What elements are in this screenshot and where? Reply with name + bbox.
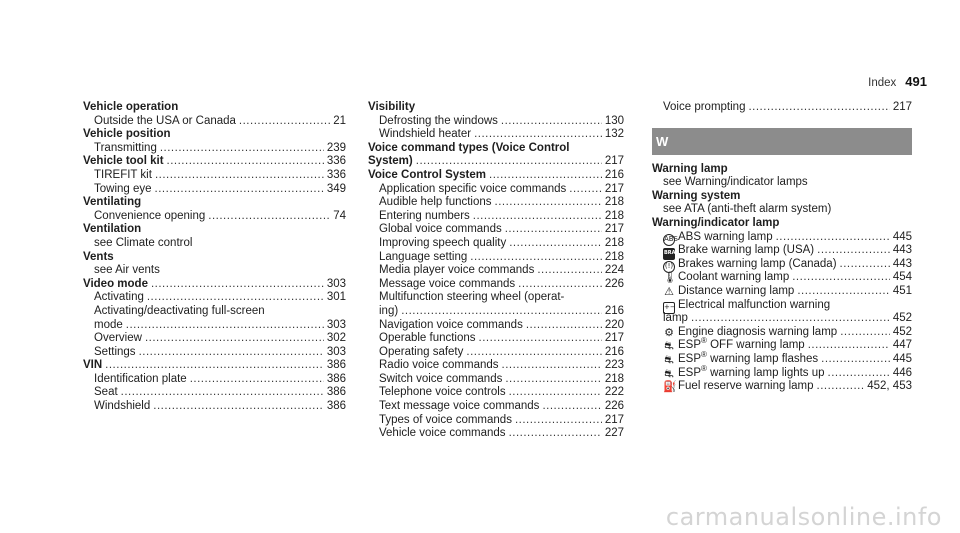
index-term xyxy=(652,163,912,177)
leader-dots xyxy=(537,264,601,278)
leader-dots xyxy=(542,400,601,414)
fuel-icon: ⛽ xyxy=(663,380,677,394)
page-reference[interactable]: 218 xyxy=(604,372,624,385)
leader-dots xyxy=(155,183,324,197)
page-reference[interactable]: 218 xyxy=(604,250,624,263)
index-entry xyxy=(83,196,346,223)
page-reference[interactable]: 301 xyxy=(326,291,346,304)
leader-dots xyxy=(840,326,890,340)
page-reference[interactable]: 386 xyxy=(326,372,346,385)
entry-text: System) xyxy=(368,155,413,168)
leader-dots xyxy=(821,353,890,367)
index-subentry xyxy=(368,359,624,373)
section-letter: W xyxy=(656,133,669,149)
page-reference[interactable]: 224 xyxy=(604,264,624,277)
entry-text: Warning lamp xyxy=(652,162,728,175)
index-term xyxy=(652,190,912,204)
entry-text: Video mode xyxy=(83,277,148,290)
index-subentry xyxy=(368,305,624,319)
page-reference[interactable]: 452 xyxy=(892,312,912,325)
index-entry xyxy=(652,190,912,217)
entry-text: Warning/indicator lamp xyxy=(652,216,780,229)
page-reference[interactable]: 130 xyxy=(604,114,624,127)
leader-dots xyxy=(470,251,602,265)
index-subentry xyxy=(83,210,346,224)
entry-text: Towing eye xyxy=(94,182,152,195)
entry-text: Improving speech quality xyxy=(379,236,507,249)
leader-dots xyxy=(466,346,601,360)
entry-text: Switch voice commands xyxy=(379,372,503,385)
page-reference[interactable]: 218 xyxy=(604,209,624,222)
esp-light-icon: ⛐ xyxy=(664,366,674,380)
page-reference[interactable]: 216 xyxy=(604,304,624,317)
index-subentry xyxy=(83,400,346,414)
index-term xyxy=(83,251,346,265)
leader-dots xyxy=(105,359,324,373)
esp-flash-icon: ⛐ xyxy=(664,352,674,366)
page-reference[interactable]: 227 xyxy=(604,427,624,440)
page-reference[interactable]: 452 xyxy=(892,325,912,338)
index-entry xyxy=(83,359,346,413)
index-term xyxy=(83,223,346,237)
page-reference[interactable]: 303 xyxy=(326,277,346,290)
index-entry xyxy=(83,128,346,155)
entry-text: Windshield heater xyxy=(379,128,472,141)
entry-text: Seat xyxy=(94,386,118,399)
entry-text: Brake warning lamp (USA) xyxy=(678,244,815,257)
page-reference[interactable]: 303 xyxy=(326,318,346,331)
entry-text: Defrosting the windows xyxy=(379,114,498,127)
page-reference[interactable]: 226 xyxy=(604,277,624,290)
index-term xyxy=(368,169,624,183)
entry-text: Audible help functions xyxy=(379,196,492,209)
page-reference[interactable]: 445 xyxy=(892,230,912,243)
page-reference[interactable]: 217 xyxy=(604,182,624,195)
leader-dots xyxy=(145,332,324,346)
letter-section-header xyxy=(652,128,912,155)
entry-text: Message voice commands xyxy=(379,277,516,290)
index-subentry xyxy=(368,115,624,129)
entry-text: see Warning/indicator lamps xyxy=(663,176,808,189)
page-reference[interactable]: 132 xyxy=(604,128,624,141)
index-subentry xyxy=(368,237,624,251)
leader-dots xyxy=(748,101,889,115)
entry-text: Telephone voice controls xyxy=(379,386,506,399)
page-reference[interactable]: 239 xyxy=(326,141,346,154)
index-column-2 xyxy=(368,101,624,441)
index-subentry xyxy=(652,326,912,340)
index-subentry xyxy=(368,223,624,237)
page-header xyxy=(868,74,927,89)
entry-text: ESP® OFF warning lamp xyxy=(678,336,805,352)
leader-dots xyxy=(505,373,601,387)
page-reference[interactable]: 302 xyxy=(326,332,346,345)
leader-dots xyxy=(840,258,890,272)
index-subentry xyxy=(83,237,346,251)
index-subentry xyxy=(652,271,912,285)
entry-text: see Climate control xyxy=(94,236,193,249)
index-subentry xyxy=(368,264,624,278)
leader-dots xyxy=(797,285,889,299)
page-reference[interactable]: 451 xyxy=(892,284,912,297)
index-subentry xyxy=(652,336,912,353)
index-term xyxy=(83,128,346,142)
engine-icon: ⚙ xyxy=(664,325,674,339)
index-subentry xyxy=(83,346,346,360)
leader-dots xyxy=(208,210,330,224)
leader-dots xyxy=(776,231,890,245)
index-subentry xyxy=(83,183,346,197)
index-subentry xyxy=(368,319,624,333)
entry-text: Application specific voice commands xyxy=(379,182,567,195)
index-entry xyxy=(652,217,912,394)
entry-text: see Air vents xyxy=(94,264,160,277)
page-reference[interactable]: 218 xyxy=(604,196,624,209)
index-entry xyxy=(368,101,624,142)
leader-dots xyxy=(509,237,602,251)
page-reference[interactable]: 386 xyxy=(326,400,346,413)
entry-text: Windshield xyxy=(94,400,151,413)
leader-dots xyxy=(126,319,324,333)
index-subentry xyxy=(652,299,912,313)
index-subentry xyxy=(652,258,912,272)
entry-text: ESP® warning lamp flashes xyxy=(678,350,819,365)
page-reference[interactable]: 386 xyxy=(326,386,346,399)
brake-usa-icon: BRAKE xyxy=(663,248,675,260)
index-column-3 xyxy=(652,101,912,394)
entry-text: Identification plate xyxy=(94,372,187,385)
page-reference[interactable]: 443 xyxy=(892,257,912,270)
index-subentry xyxy=(83,319,346,333)
leader-dots xyxy=(474,128,602,142)
page-reference[interactable]: 454 xyxy=(892,271,912,284)
entry-text: Engine diagnosis warning lamp xyxy=(678,325,838,338)
entry-text: Types of voice commands xyxy=(379,413,512,426)
page-reference[interactable]: 452, 453 xyxy=(867,380,912,393)
entry-text: Brakes warning lamp (Canada) xyxy=(678,257,837,270)
page-reference[interactable]: 217 xyxy=(892,101,912,113)
page-reference[interactable]: 217 xyxy=(604,155,624,168)
index-subentry xyxy=(83,115,346,129)
page-reference[interactable]: 446 xyxy=(892,366,912,379)
leader-dots xyxy=(792,271,890,285)
page-reference[interactable]: 222 xyxy=(604,386,624,399)
index-subentry xyxy=(368,414,624,428)
index-entry xyxy=(368,142,624,169)
index-subentry xyxy=(652,350,912,367)
leader-dots xyxy=(495,196,602,210)
leader-dots xyxy=(153,400,324,414)
index-column-3-body xyxy=(652,163,912,394)
entry-text: Multifunction steering wheel (operat- xyxy=(379,291,565,304)
entry-text: Distance warning lamp xyxy=(678,284,795,297)
leader-dots xyxy=(817,380,865,394)
index-column-3-top xyxy=(652,101,912,115)
entry-text: Operating safety xyxy=(379,345,464,358)
entry-text: ESP® warning lamp lights up xyxy=(678,363,825,379)
index-term xyxy=(83,359,346,373)
index-term xyxy=(368,155,624,169)
page-reference[interactable]: 336 xyxy=(326,155,346,168)
leader-dots xyxy=(416,155,602,169)
leader-dots xyxy=(515,414,602,428)
page-reference[interactable]: 349 xyxy=(326,182,346,195)
index-subentry xyxy=(652,101,912,115)
entry-text: Vehicle operation xyxy=(83,101,179,113)
leader-dots xyxy=(526,319,602,333)
index-subentry xyxy=(368,278,624,292)
entry-text: Settings xyxy=(94,345,136,358)
index-subentry xyxy=(83,386,346,400)
page-reference[interactable]: 336 xyxy=(326,168,346,181)
entry-text: Fuel reserve warning lamp xyxy=(678,380,814,393)
index-entry xyxy=(83,223,346,250)
index-term xyxy=(83,101,346,115)
entry-text: Voice prompting xyxy=(663,101,746,113)
page-reference[interactable]: 21 xyxy=(333,114,346,127)
entry-text: Entering numbers xyxy=(379,209,470,222)
leader-dots xyxy=(509,427,602,441)
entry-text: Transmitting xyxy=(94,141,157,154)
index-subentry xyxy=(368,346,624,360)
page-reference[interactable]: 216 xyxy=(604,345,624,358)
index-subentry xyxy=(83,169,346,183)
leader-dots xyxy=(239,115,330,129)
entry-text: Convenience opening xyxy=(94,209,206,222)
esp-off-icon: ⛐ xyxy=(664,339,674,353)
page-reference[interactable]: 217 xyxy=(604,413,624,426)
index-subentry xyxy=(83,142,346,156)
brake-canada-icon: (!) xyxy=(663,261,675,273)
entry-text: Text message voice commands xyxy=(379,400,540,413)
page-reference[interactable]: 217 xyxy=(604,332,624,345)
index-subentry xyxy=(368,427,624,441)
index-subentry xyxy=(368,332,624,346)
index-subentry xyxy=(652,176,912,190)
page-reference[interactable]: 217 xyxy=(604,223,624,236)
index-entry xyxy=(83,101,346,128)
entry-text: Radio voice commands xyxy=(379,359,499,372)
entry-text: Operable functions xyxy=(379,332,476,345)
entry-text: Electrical malfunction warning xyxy=(678,298,831,311)
index-subentry xyxy=(368,128,624,142)
index-entry xyxy=(83,155,346,196)
entry-text: Language setting xyxy=(379,250,468,263)
index-column-1 xyxy=(83,101,346,414)
entry-text: lamp xyxy=(663,312,688,325)
header-label: Index xyxy=(868,77,897,89)
leader-dots xyxy=(479,332,602,346)
entry-text: Navigation voice commands xyxy=(379,318,523,331)
page-reference[interactable]: 223 xyxy=(604,359,624,372)
page-reference[interactable]: 447 xyxy=(892,339,912,352)
leader-dots xyxy=(569,183,602,197)
index-term xyxy=(83,196,346,210)
page-reference[interactable]: 445 xyxy=(892,352,912,365)
page-reference[interactable]: 216 xyxy=(604,168,624,181)
index-subentry xyxy=(652,312,912,326)
leader-dots xyxy=(167,155,324,169)
leader-dots xyxy=(121,386,324,400)
index-subentry xyxy=(368,400,624,414)
leader-dots xyxy=(160,142,324,156)
index-subentry xyxy=(368,196,624,210)
index-subentry xyxy=(83,264,346,278)
entry-text: Outside the USA or Canada xyxy=(94,114,236,127)
index-subentry xyxy=(83,332,346,346)
leader-dots xyxy=(190,373,324,387)
leader-dots xyxy=(151,278,324,292)
page-reference[interactable]: 226 xyxy=(604,400,624,413)
index-subentry xyxy=(652,285,912,299)
leader-dots xyxy=(518,278,602,292)
battery-icon: +− xyxy=(663,302,675,314)
leader-dots xyxy=(489,169,602,183)
leader-dots xyxy=(509,386,602,400)
entry-text: Activating xyxy=(94,291,144,304)
entry-text: Warning system xyxy=(652,189,741,202)
abs-warning-icon: ABS xyxy=(663,234,675,246)
index-subentry xyxy=(83,291,346,305)
index-subentry xyxy=(368,386,624,400)
page-reference[interactable]: 443 xyxy=(892,244,912,257)
leader-dots xyxy=(147,291,324,305)
leader-dots xyxy=(401,305,602,319)
page-reference[interactable]: 386 xyxy=(326,359,346,372)
distance-warning-icon: ⚠ xyxy=(664,284,674,298)
entry-text: Coolant warning lamp xyxy=(678,271,790,284)
watermark: carmanualsonline.info xyxy=(665,503,942,531)
index-subentry xyxy=(368,373,624,387)
leader-dots xyxy=(473,210,602,224)
index-entry xyxy=(83,251,346,278)
index-subentry xyxy=(368,251,624,265)
entry-text: TIREFIT kit xyxy=(94,168,152,181)
index-subentry xyxy=(368,183,624,197)
entry-text: Vehicle voice commands xyxy=(379,427,506,440)
entry-text: Vents xyxy=(83,250,114,263)
leader-dots xyxy=(828,367,890,381)
index-subentry xyxy=(652,231,912,245)
leader-dots xyxy=(155,169,324,183)
entry-text: Voice Control System xyxy=(368,168,487,181)
index-term xyxy=(83,278,346,292)
leader-dots xyxy=(691,312,890,326)
entry-text: Activating/deactivating full-screen xyxy=(94,304,265,317)
page-reference[interactable]: 74 xyxy=(333,209,346,222)
index-subentry xyxy=(652,244,912,258)
leader-dots xyxy=(817,244,890,258)
leader-dots xyxy=(502,359,602,373)
entry-text: Overview xyxy=(94,332,142,345)
page-reference[interactable]: 303 xyxy=(326,345,346,358)
leader-dots xyxy=(808,339,890,353)
entry-text: Media player voice commands xyxy=(379,264,535,277)
page-reference[interactable]: 218 xyxy=(604,236,624,249)
entry-text: ABS warning lamp xyxy=(678,230,773,243)
page-number: 491 xyxy=(905,74,927,89)
index-subentry xyxy=(83,305,346,319)
entry-text: Visibility xyxy=(368,101,416,113)
index-term xyxy=(368,142,624,156)
entry-text: mode xyxy=(94,318,123,331)
index-term xyxy=(368,101,624,115)
page-reference[interactable]: 220 xyxy=(604,318,624,331)
index-subentry xyxy=(83,373,346,387)
entry-text: VIN xyxy=(83,359,103,372)
leader-dots xyxy=(501,115,602,129)
index-entry xyxy=(652,163,912,190)
entry-text: Voice command types (Voice Control xyxy=(368,141,570,154)
index-subentry xyxy=(652,363,912,381)
index-subentry xyxy=(368,210,624,224)
index-subentry xyxy=(368,291,624,305)
index-entry xyxy=(83,278,346,360)
entry-text: see ATA (anti-theft alarm system) xyxy=(663,203,832,216)
entry-text: Vehicle tool kit xyxy=(83,155,164,168)
index-term xyxy=(83,155,346,169)
entry-text: Global voice commands xyxy=(379,223,502,236)
entry-text: Vehicle position xyxy=(83,128,171,141)
index-subentry xyxy=(652,380,912,394)
index-subentry xyxy=(652,203,912,217)
entry-text: ing) xyxy=(379,304,399,317)
leader-dots xyxy=(139,346,324,360)
entry-text: Ventilation xyxy=(83,223,142,236)
entry-text: Ventilating xyxy=(83,196,142,209)
index-entry xyxy=(368,169,624,441)
coolant-icon: 🌡 xyxy=(663,271,677,285)
index-term xyxy=(652,217,912,231)
leader-dots xyxy=(505,223,602,237)
